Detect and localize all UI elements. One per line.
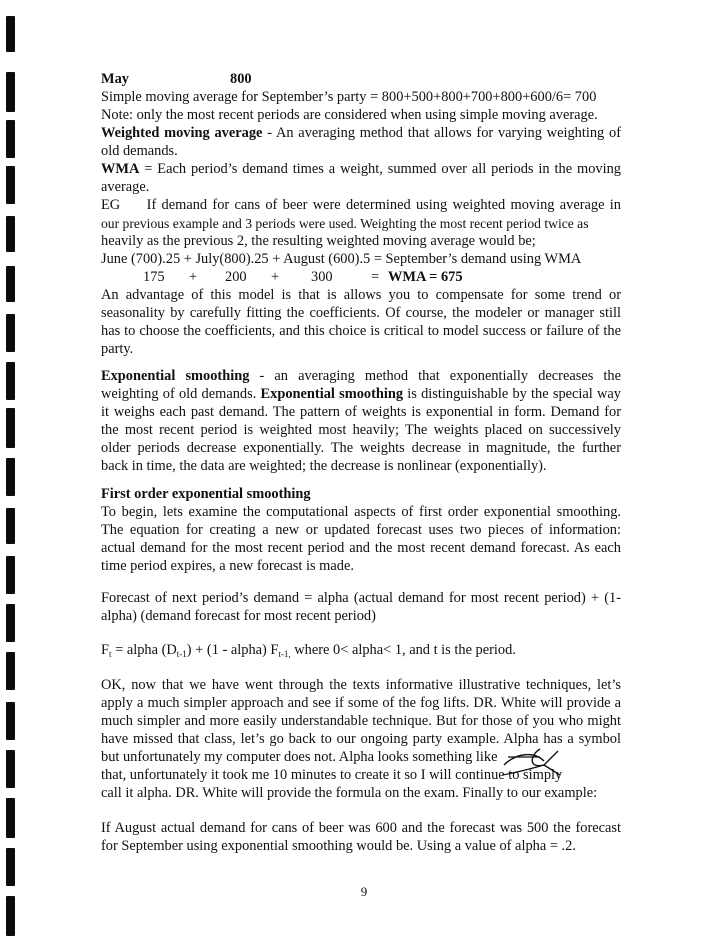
- binder-hole: [6, 896, 15, 936]
- binder-hole: [6, 848, 15, 886]
- eg-line: heavily as the previous 2, the resulting weighted moving average would be;: [101, 233, 536, 249]
- may-label: May: [101, 71, 129, 87]
- ok-line: that, unfortunately it took me 10 minutes to create it so I will continue to simply: [101, 767, 563, 783]
- es-heading: Exponential smoothing: [101, 368, 250, 384]
- wma-definition: Weighted moving average - An averaging method that allows for varying weighting of: [101, 125, 621, 141]
- eg-line: our previous example and 3 periods were used. Weighting the most recent period twice as: [101, 216, 589, 231]
- eg-line: June (700).25 + July(800).25 + August (600).5 = September’s demand using WMA: [101, 251, 582, 267]
- binder-hole: [6, 362, 15, 400]
- es-line: weighting of old demands. Exponential smoothing is distinguishable by the special way: [101, 386, 621, 402]
- eg-line: EG If demand for cans of beer were determined using weighted moving average in: [101, 197, 621, 213]
- first-order-line: To begin, lets examine the computational aspects of first order exponential smoothing.: [101, 504, 621, 520]
- es-line: back in time, the data are weighted; the decrease is nonlinear (exponentially).: [101, 458, 547, 474]
- first-order-line: time period expires, a new forecast is made.: [101, 558, 354, 574]
- alpha-symbol-icon: [500, 745, 562, 779]
- calc-june: 175: [143, 269, 165, 285]
- wma-heading: Weighted moving average: [101, 125, 263, 141]
- forecast-line: alpha) (demand forecast for most recent period): [101, 608, 376, 624]
- first-order-line: The equation for creating a new or updated forecast uses two pieces of information:: [101, 522, 621, 538]
- es-intro: Exponential smoothing - an averaging method that exponentially decreases the: [101, 368, 621, 384]
- binder-hole: [6, 556, 15, 594]
- page-number: 9: [360, 884, 368, 899]
- advantage-line: has to choose the coefficients, and this choice is critical to model success or failure of the: [101, 323, 621, 339]
- advantage-line: party.: [101, 341, 134, 357]
- advantage-line: An advantage of this model is that is allows you to compensate for some trend or: [101, 287, 621, 303]
- calc-august: 300: [311, 269, 333, 285]
- binder-hole: [6, 314, 15, 352]
- ok-line: but unfortunately my computer does not. Alpha looks something like: [101, 749, 498, 765]
- wma-each: WMA = Each period’s demand times a weight, summed over all periods in the moving: [101, 161, 621, 177]
- es-line: the most recent period is weighted most heavily; The weights placed on successively: [101, 422, 621, 438]
- if-line: If August actual demand for cans of beer was 600 and the forecast was 500 the forecast: [101, 820, 621, 836]
- forecast-line: Forecast of next period’s demand = alpha (actual demand for most recent period) + (1-: [101, 590, 621, 606]
- calc-plus: +: [189, 269, 198, 285]
- formula-line: $F_t$ = alpha $(D_{t-1}) + (1$ - alpha) $F_{t-1,}$ where 0< alpha< 1, and t is the period.: [101, 642, 516, 659]
- wma-definition-cont: old demands.: [101, 143, 178, 159]
- advantage-line: seasonality by carefully fitting the coefficients. Of course, the modeler or manager still: [101, 305, 621, 321]
- wma-each-cont: average.: [101, 179, 150, 195]
- ok-line: much simpler and more easily understandable technique. But for those of you who might: [101, 713, 621, 729]
- sma-line: Simple moving average for September’s party = 800+500+800+700+800+600/6= 700: [101, 89, 597, 105]
- binder-hole: [6, 702, 15, 740]
- first-order-line: actual demand for the most recent period and the most recent demand forecast. As each: [101, 540, 621, 556]
- calc-plus: +: [271, 269, 280, 285]
- binder-hole: [6, 408, 15, 448]
- calc-result: WMA = 675: [388, 269, 463, 285]
- binder-hole: [6, 166, 15, 204]
- binder-hole: [6, 72, 15, 112]
- may-value: 800: [230, 71, 252, 87]
- calc-equals: =: [371, 269, 380, 285]
- ok-line: apply a much simpler approach and see if some of the fog lifts. DR. White will provide a: [101, 695, 621, 711]
- binder-hole: [6, 266, 15, 302]
- binder-hole: [6, 604, 15, 642]
- es-line: it weighs each past demand. The pattern of weights is exponential in form. Demand for: [101, 404, 621, 420]
- binder-hole: [6, 750, 15, 788]
- binder-hole: [6, 216, 15, 252]
- binder-hole: [6, 652, 15, 690]
- ok-line: OK, now that we have went through the texts informative illustrative techniques, let’s: [101, 677, 621, 693]
- if-line: for September using exponential smoothing would be. Using a value of alpha = .2.: [101, 838, 576, 854]
- note-line: Note: only the most recent periods are considered when using simple moving average.: [101, 107, 598, 123]
- binder-hole: [6, 16, 15, 52]
- binder-hole: [6, 798, 15, 838]
- binder-hole: [6, 120, 15, 158]
- first-order-heading: First order exponential smoothing: [101, 486, 311, 502]
- binder-hole: [6, 508, 15, 544]
- calc-july: 200: [225, 269, 247, 285]
- es-line: older periods decrease exponentially. The weights decrease in magnitude, the further: [101, 440, 621, 456]
- binder-hole: [6, 458, 15, 496]
- ok-line: have missed that class, let’s go back to our ongoing party example. Alpha has a symbol: [101, 731, 621, 747]
- ok-line: call it alpha. DR. White will provide the formula on the exam. Finally to our example:: [101, 785, 598, 801]
- may-row: [101, 71, 252, 88]
- wma-abbr: WMA: [101, 161, 140, 177]
